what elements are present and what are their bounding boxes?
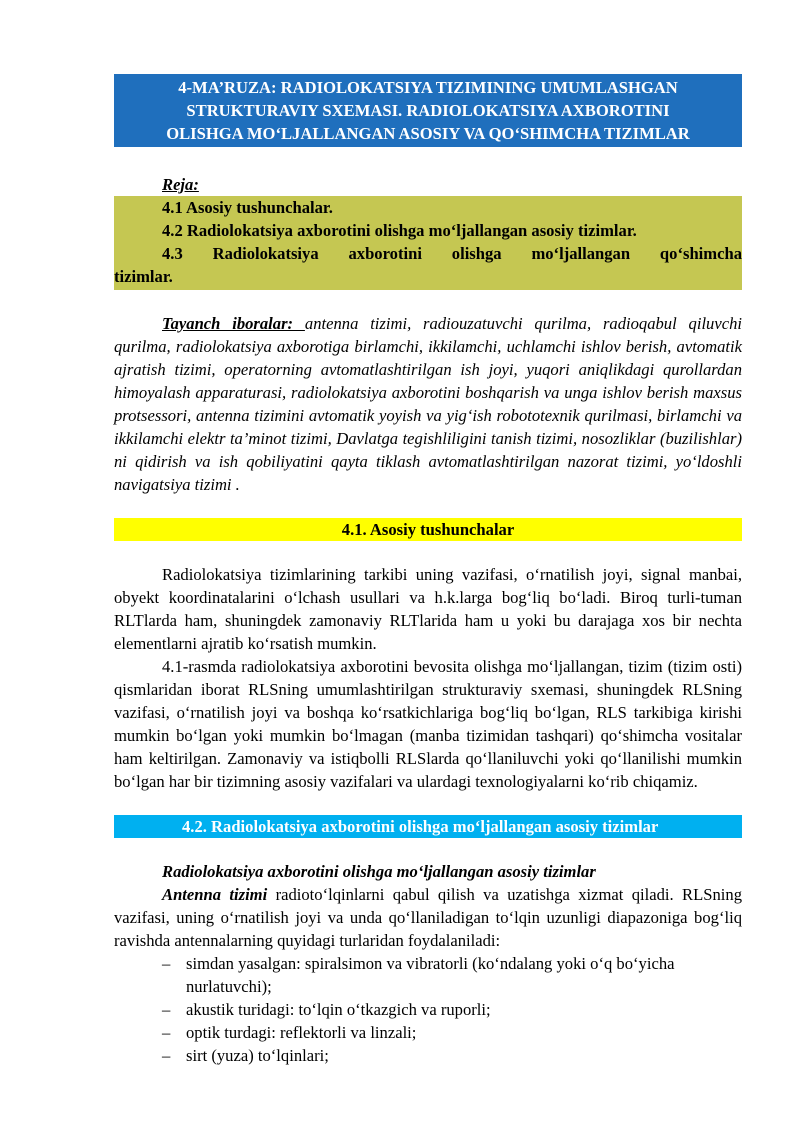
keywords-text: antenna tizimi, radiouzatuvchi qurilma, radioqabul qiluvchi qurilma, radiolokatsiya axborotiga birlamchi, ikkilamchi, uchlamchi ishlov berish, avtomatik ajratish tizimi, operatorning avtomatlashtirilgan ish joyi, yuqori aniqlikdagi qurollardan himoyalash apparaturasi, radiolokatsiya axborotini boshqarish va unga ishlov berish maxsus protsessori, antenna tizimini avtomatik yoyish va yig‘ish robototexnik qurilmasi, birlamchi va ikkilamchi elektr ta’minot tizimi, Davlatga tegishliligini tanish tizimi, nosozliklar (buzilishlar) ni qidirish va ish qobiliyatini qayta tiklash avtomatlashtirilgan nazorat tizimi, yo‘ldoshli navigatsiya tizimi . — [114, 314, 742, 494]
section-heading-basic-concepts: 4.1. Asosiy tushunchalar — [114, 518, 742, 541]
page-content — [114, 74, 742, 1067]
plan-list — [114, 196, 742, 290]
lecture-title — [114, 74, 742, 147]
title-line-1: 4-MA’RUZA: RADIOLOKATSIYA TIZIMINING UMUMLASHGAN — [178, 78, 678, 97]
section-heading-main-systems: 4.2. Radiolokatsiya axborotini olishga mo‘ljallangan asosiy tizimlar — [114, 815, 742, 838]
list-item: – optik turdagi: reflektorli va linzali; — [162, 1023, 417, 1042]
plan-item: 4.2 Radiolokatsiya axborotini olishga mo‘ljallangan asosiy tizimlar. — [162, 221, 637, 240]
subheading: Radiolokatsiya axborotini olishga mo‘ljallangan asosiy tizimlar — [162, 862, 596, 881]
dash-bullet: – — [162, 1046, 171, 1065]
dash-bullet: – — [162, 954, 171, 973]
title-line-2: STRUKTURAVIY SXEMASI. RADIOLOKATSIYA AXBOROTINI — [186, 101, 670, 120]
dash-bullet: – — [162, 1000, 171, 1019]
keywords-paragraph — [114, 312, 742, 496]
dash-bullet: – — [162, 1023, 171, 1042]
body-paragraph: 4.1-rasmda radiolokatsiya axborotini bevosita olishga mo‘ljallangan, tizim (tizim osti) qismlaridan iborat RLSning umumlashtirilgan strukturaviy sxemasi, shuningdek RLSning vazifasi, o‘rnatilish joyi va boshqa ko‘rsatkichlariga bog‘liq bo‘lgan, RLS tarkibiga kirishi mumkin bo‘lgan yoki mumkin bo‘lmagan (manba tizimidan tashqari) qo‘shimcha vositalar ham keltirilgan. Zamonaviy va istiqbolli RLSlarda qo‘llaniluvchi yoki qo‘llanilishi mumkin bo‘lgan har bir tizimning asosiy vazifalari va ulardagi texnologiyalarni ko‘rib chiqamiz. — [114, 657, 742, 791]
list-item: – sirt (yuza) to‘lqinlari; — [162, 1046, 329, 1065]
list-item: – simdan yasalgan: spiralsimon va vibratorli (ko‘ndalang yoki o‘q bo‘yicha nurlatuvchi); — [162, 954, 675, 996]
plan-label: Reja: — [162, 175, 199, 194]
plan-block — [114, 173, 742, 290]
plan-item: 4.1 Asosiy tushunchalar. — [162, 198, 333, 217]
title-line-3: OLISHGA MO‘LJALLANGAN ASOSIY VA QO‘SHIMCHA TIZIMLAR — [166, 124, 690, 143]
plan-item-continuation: tizimlar. — [114, 267, 173, 286]
plan-item: 4.3 Radiolokatsiya axborotini olishga mo‘ljallangan qo‘shimcha — [162, 244, 742, 263]
body-paragraph: Radiolokatsiya tizimlarining tarkibi uning vazifasi, o‘rnatilish joyi, signal manbai, obyekt koordinatalarini o‘lchash usullari va h.k.larga bog‘liq bo‘ladi. Biroq turli-tuman RLTlarda ham, shuningdek zamonaviy RLTlarida ham u yoki bu darajaga xos bir nechta elementlarni ajratib ko‘rsatish mumkin. — [114, 565, 742, 653]
antenna-text: radioto‘lqinlarni qabul qilish va uzatishga xizmat qiladi. RLSning vazifasi, uning o‘rnatilish joyi va unda qo‘llaniladigan to‘lqin uzunligi diapazoniga bog‘liq ravishda antennalarning quyidagi turlaridan foydalaniladi: — [114, 885, 742, 950]
list-item: – akustik turidagi: to‘lqin o‘tkazgich va ruporli; — [162, 1000, 491, 1019]
antenna-types-list — [114, 952, 742, 1067]
antenna-paragraph — [114, 883, 742, 952]
keywords-label: Tayanch iboralar: — [162, 314, 305, 333]
antenna-term: Antenna tizimi — [162, 885, 268, 904]
